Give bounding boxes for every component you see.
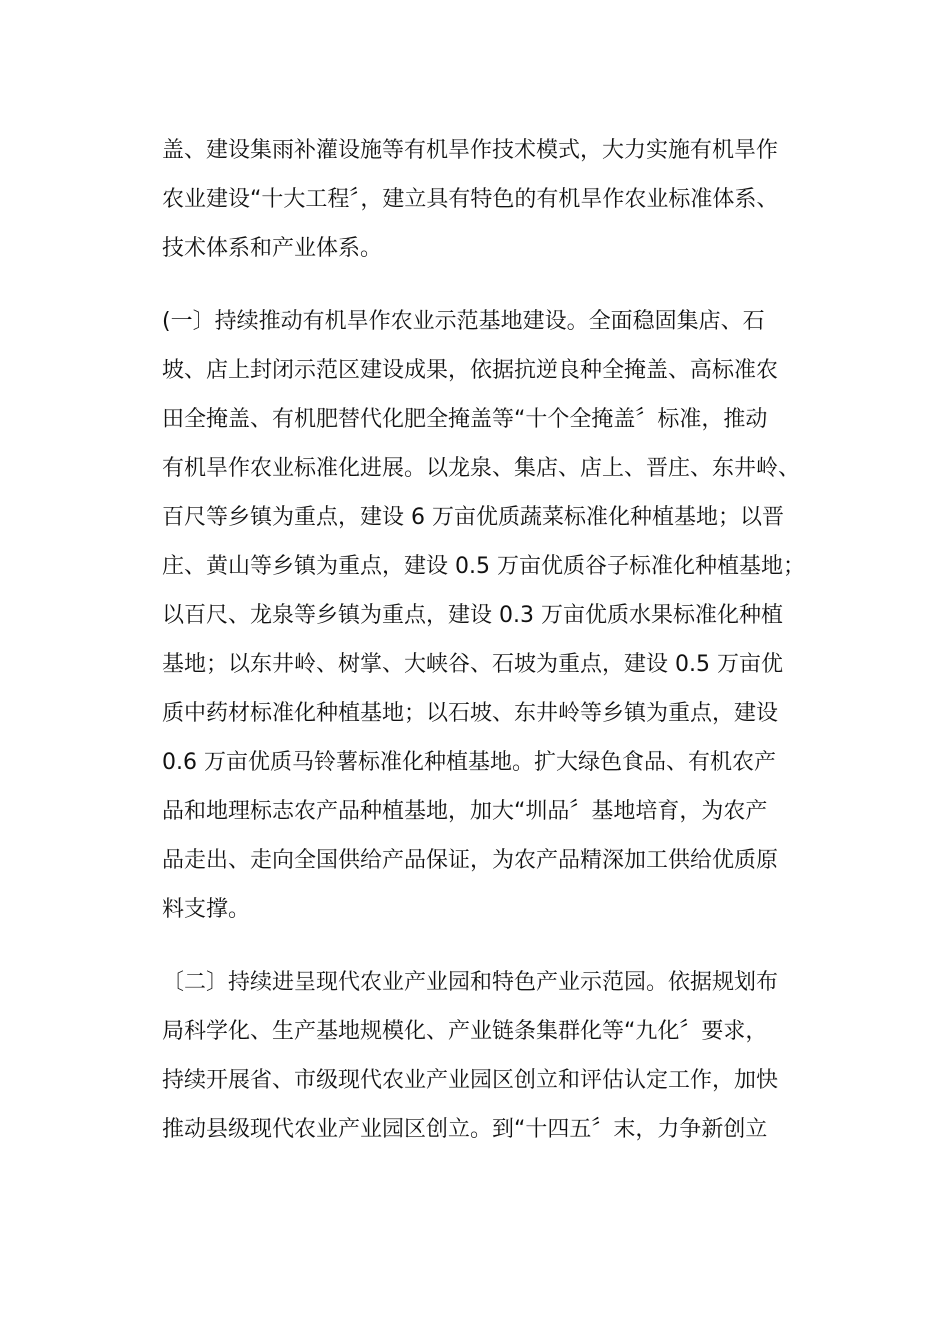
paragraph-section-1 bbox=[162, 297, 805, 934]
text-line: 质中药材标准化种植基地；以石坡、东井岭等乡镇为重点，建设 bbox=[162, 701, 779, 726]
text-line: 百尺等乡镇为重点，建设 6 万亩优质蔬菜标准化种植基地；以晋 bbox=[162, 505, 784, 530]
text-line: 盖、建设集雨补灌设施等有机旱作技术模式，大力实施有机旱作 bbox=[162, 138, 779, 163]
text-line: 田全掩盖、有机肥替代化肥全掩盖等“十个全掩盖〞标准，推动 bbox=[162, 407, 768, 432]
text-line: 基地；以东井岭、树掌、大峡谷、石坡为重点，建设 0.5 万亩优 bbox=[162, 652, 783, 677]
text-line: 推动县级现代农业产业园区创立。到“十四五〞末，力争新创立 bbox=[162, 1117, 768, 1142]
paragraph-section-2 bbox=[162, 958, 802, 1154]
text-line: 农业建设“十大工程〞，建立具有特色的有机旱作农业标准体系、 bbox=[162, 187, 779, 212]
text-line: 〔二〕持续进呈现代农业产业园和特色产业示范园。依据规划布 bbox=[162, 970, 779, 995]
text-line: 以百尺、龙泉等乡镇为重点，建设 0.3 万亩优质水果标准化种植 bbox=[162, 603, 783, 628]
text-line: 庄、黄山等乡镇为重点，建设 0.5 万亩优质谷子标准化种植基地； bbox=[162, 554, 805, 579]
text-line: (一〕持续推动有机旱作农业示范基地建设。全面稳固集店、石 bbox=[162, 309, 765, 334]
text-line: 品走出、走向全国供给产品保证，为农产品精深加工供给优质原 bbox=[162, 848, 779, 873]
text-line: 有机旱作农业标准化进展。以龙泉、集店、店上、晋庄、东井岭、 bbox=[162, 456, 801, 481]
text-line: 局科学化、生产基地规模化、产业链条集群化等“九化〞要求， bbox=[162, 1019, 768, 1044]
text-line: 坡、店上封闭示范区建设成果，依据抗逆良种全掩盖、高标准农 bbox=[162, 358, 779, 383]
text-line: 料支撑。 bbox=[162, 897, 251, 922]
text-line: 技术体系和产业体系。 bbox=[162, 236, 383, 261]
text-line: 持续开展省、市级现代农业产业园区创立和评估认定工作，加快 bbox=[162, 1068, 779, 1093]
text-line: 品和地理标志农产品种植基地，加大“圳品〞基地培育，为农产 bbox=[162, 799, 768, 824]
paragraph-intro bbox=[162, 126, 802, 273]
text-line: 0.6 万亩优质马铃薯标准化种植基地。扩大绿色食品、有机农产 bbox=[162, 750, 776, 775]
